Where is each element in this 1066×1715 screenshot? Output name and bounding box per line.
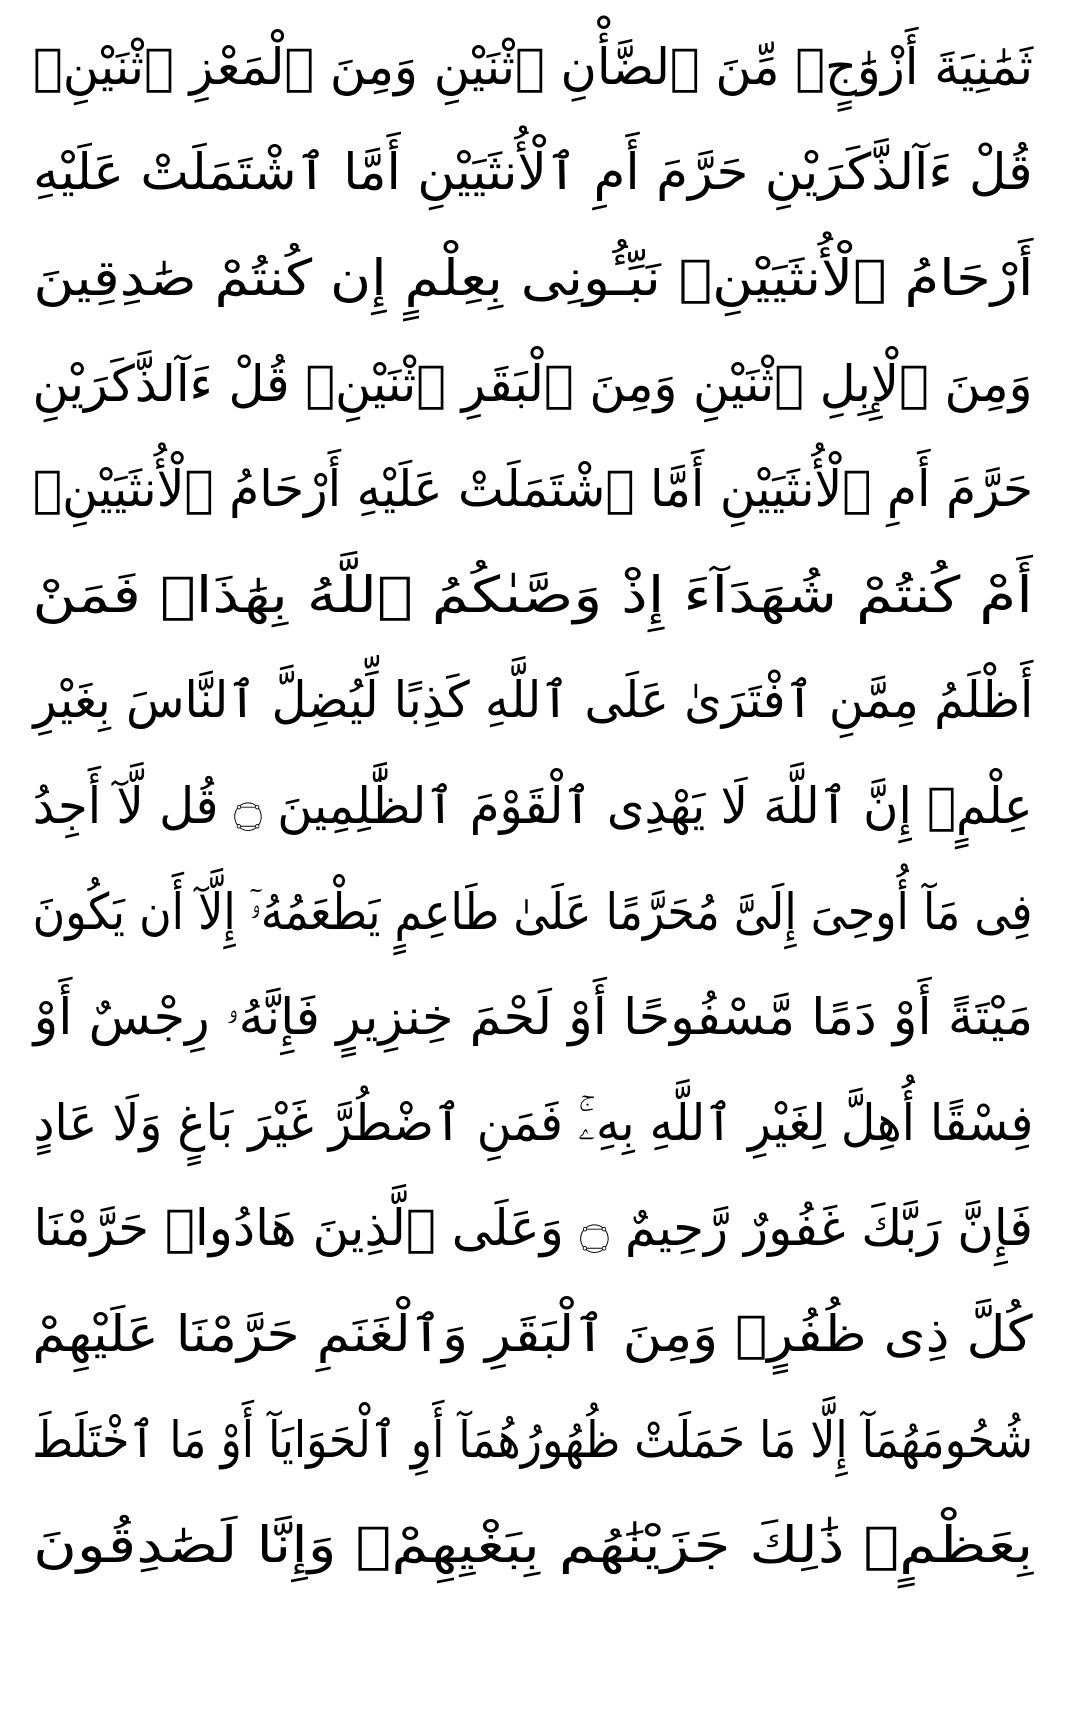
verse-line xyxy=(20,1281,1046,1387)
verse-line-text: أَمْ كُنتُمْ شُهَدَآءَ إِذْ وَصَّىٰكُمُ ٱللَّهُ بِهَٰذَاۚ فَمَنْ xyxy=(32,565,1034,624)
verse-line xyxy=(20,964,1046,1070)
verse-line xyxy=(20,859,1046,965)
verse-line-text: أَرْحَامُ ٱلْأُنثَيَيْنِۖ نَبِّـُٔونِى بِعِلْمٍ إِن كُنتُمْ صَٰدِقِينَ xyxy=(33,248,1033,307)
verse-line xyxy=(20,14,1046,120)
verse-line-text: عِلْمٍۗ إِنَّ ٱللَّهَ لَا يَهْدِى ٱلْقَوْمَ ٱلظَّٰلِمِينَ ۝ قُل لَّآ أَجِدُ xyxy=(33,776,1033,835)
verse-line-text: فِسْقًا أُهِلَّ لِغَيْرِ ٱللَّهِ بِهِۦۚ فَمَنِ ٱضْطُرَّ غَيْرَ بَاغٍ وَلَا عَادٍ xyxy=(33,1093,1033,1152)
verse-line xyxy=(20,331,1046,437)
verse-line-text: كُلَّ ذِى ظُفُرٍۖ وَمِنَ ٱلْبَقَرِ وَٱلْغَنَمِ حَرَّمْنَا عَلَيْهِمْ xyxy=(32,1304,1034,1363)
verse-line xyxy=(20,1070,1046,1176)
verse-line-text: شُحُومَهُمَآ إِلَّا مَا حَمَلَتْ ظُهُورُهُمَآ أَوِ ٱلْحَوَايَآ أَوْ مَا ٱخْتَلَطَ xyxy=(32,1410,1034,1469)
verse-line-text: فِى مَآ أُوحِىَ إِلَىَّ مُحَرَّمًا عَلَىٰ طَاعِمٍ يَطْعَمُهُۥٓ إِلَّآ أَن يَكُونَ xyxy=(33,882,1033,941)
verse-line xyxy=(20,1387,1046,1493)
verse-line-text: قُلْ ءَآلذَّكَرَيْنِ حَرَّمَ أَمِ ٱلْأُنثَيَيْنِ أَمَّا ٱشْتَمَلَتْ عَلَيْهِ xyxy=(33,143,1033,202)
verse-line xyxy=(20,1176,1046,1282)
verse-line xyxy=(20,1492,1046,1598)
verse-line xyxy=(20,436,1046,542)
verse-line-text: بِعَظْمٍۚ ذَٰلِكَ جَزَيْنَٰهُم بِبَغْيِهِمْۖ وَإِنَّا لَصَٰدِقُونَ xyxy=(32,1516,1034,1575)
verse-line-text: ثَمَٰنِيَةَ أَزْوَٰجٍۖ مِّنَ ٱلضَّأْنِ ٱثْنَيْنِ وَمِنَ ٱلْمَعْزِ ٱثْنَيْنِۗ xyxy=(33,37,1033,96)
verse-line xyxy=(20,120,1046,226)
verse-line-text: وَمِنَ ٱلْإِبِلِ ٱثْنَيْنِ وَمِنَ ٱلْبَقَرِ ٱثْنَيْنِۗ قُلْ ءَآلذَّكَرَيْنِ xyxy=(33,354,1033,413)
verse-line-text: مَيْتَةً أَوْ دَمًا مَّسْفُوحًا أَوْ لَحْمَ خِنزِيرٍ فَإِنَّهُۥ رِجْسٌ أَوْ xyxy=(33,988,1033,1047)
verse-line xyxy=(20,225,1046,331)
verse-line xyxy=(20,542,1046,648)
verse-lines xyxy=(20,14,1046,1704)
verse-line xyxy=(20,648,1046,754)
verse-line xyxy=(20,753,1046,859)
verse-line-text: فَإِنَّ رَبَّكَ غَفُورٌ رَّحِيمٌ ۝ وَعَلَى ٱلَّذِينَ هَادُوا۟ حَرَّمْنَا xyxy=(33,1199,1033,1258)
verse-line-text: أَظْلَمُ مِمَّنِ ٱفْتَرَىٰ عَلَى ٱللَّهِ كَذِبًا لِّيُضِلَّ ٱلنَّاسَ بِغَيْرِ xyxy=(33,671,1033,730)
verse-line-text: حَرَّمَ أَمِ ٱلْأُنثَيَيْنِ أَمَّا ٱشْتَمَلَتْ عَلَيْهِ أَرْحَامُ ٱلْأُنثَيَيْنِۖ xyxy=(32,460,1034,519)
